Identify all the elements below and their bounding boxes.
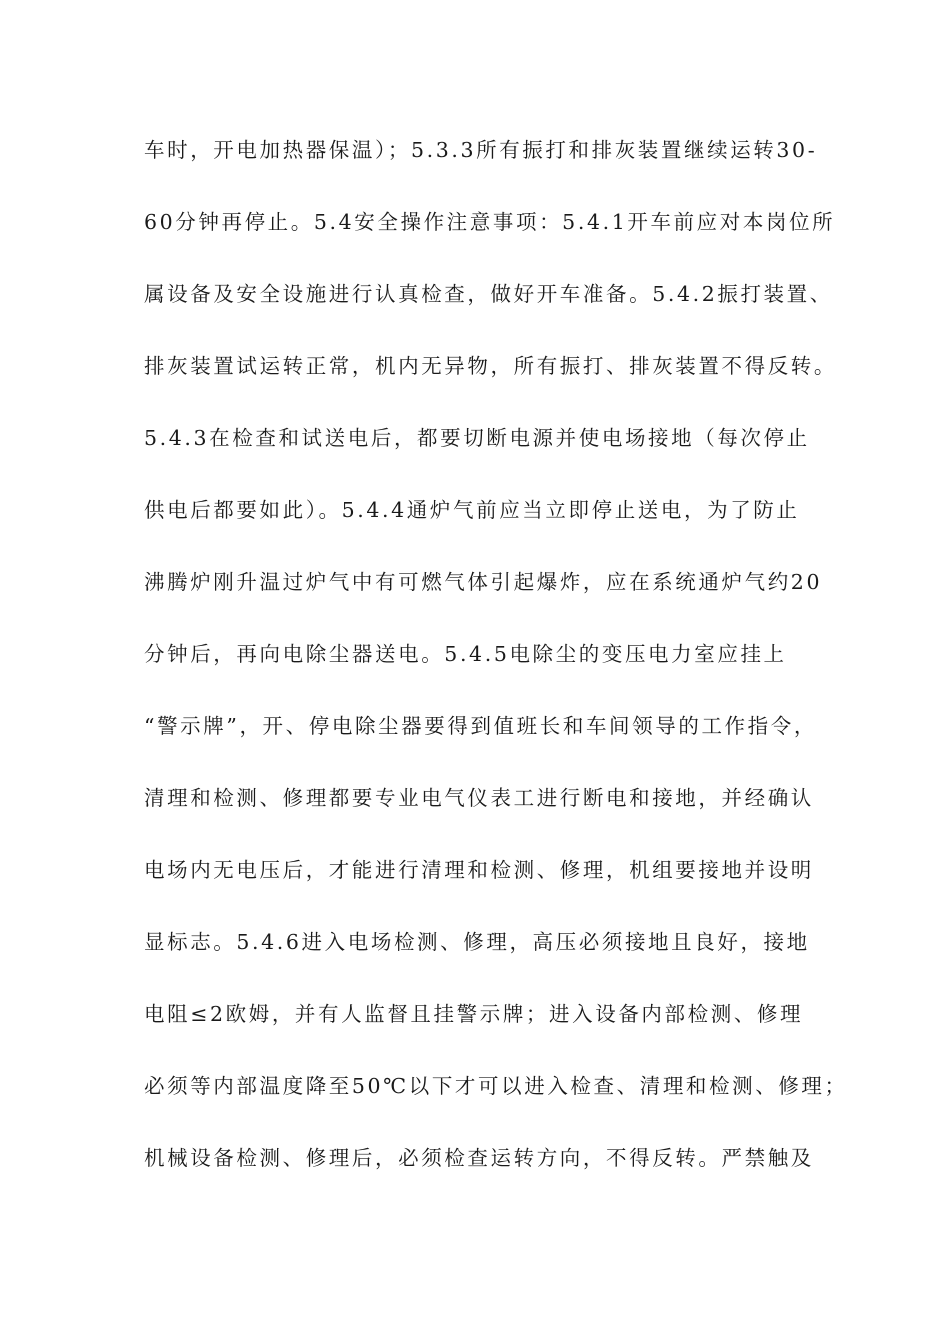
- text-line: 沸腾炉刚升温过炉气中有可燃气体引起爆炸，应在系统通炉气约20: [144, 570, 823, 594]
- text-line: 60分钟再停止。5.4安全操作注意事项：5.4.1开车前应对本岗位所: [144, 210, 836, 234]
- text-line: 5.4.3在检查和试送电后，都要切断电源并使电场接地（每次停止: [144, 426, 810, 450]
- text-line: 必须等内部温度降至50℃以下才可以进入检查、清理和检测、修理；: [144, 1074, 848, 1098]
- text-line: “警示牌”，开、停电除尘器要得到值班长和车间领导的工作指令，: [144, 714, 817, 738]
- body-text: [144, 132, 848, 1212]
- text-line: 电阻≤2欧姆，并有人监督且挂警示牌；进入设备内部检测、修理: [144, 1002, 804, 1026]
- text-line: 显标志。5.4.6进入电场检测、修理，高压必须接地且良好，接地: [144, 930, 810, 954]
- text-line: 车时，开电加热器保温）；5.3.3所有振打和排灰装置继续运转30-: [144, 138, 818, 162]
- text-line: 清理和检测、修理都要专业电气仪表工进行断电和接地，并经确认: [144, 786, 814, 810]
- text-line: 排灰装置试运转正常，机内无异物，所有振打、排灰装置不得反转。: [144, 354, 837, 378]
- text-line: 电场内无电压后，才能进行清理和检测、修理，机组要接地并设明: [144, 858, 814, 882]
- text-line: 供电后都要如此）。5.4.4通炉气前应当立即停止送电，为了防止: [144, 498, 800, 522]
- text-line: 分钟后，再向电除尘器送电。5.4.5电除尘的变压电力室应挂上: [144, 642, 787, 666]
- text-line: 属设备及安全设施进行认真检查，做好开车准备。5.4.2振打装置、: [144, 282, 833, 306]
- text-line: 机械设备检测、修理后，必须检查运转方向，不得反转。严禁触及: [144, 1146, 814, 1170]
